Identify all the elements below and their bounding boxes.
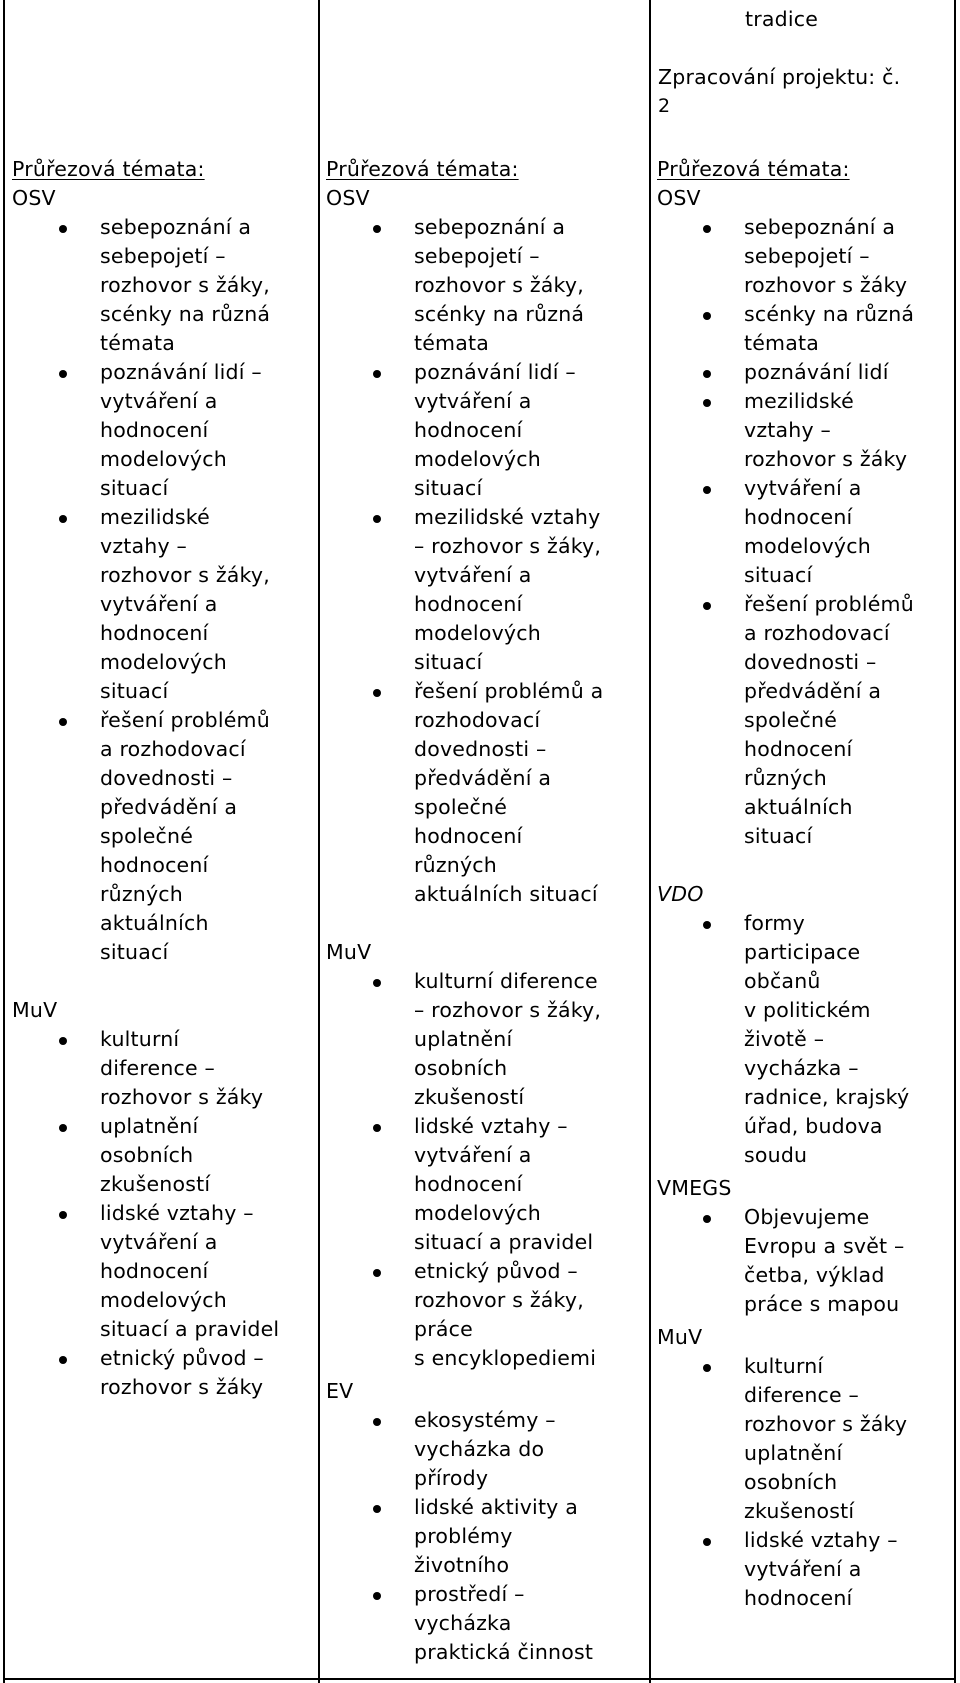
list-item-line: formy <box>744 911 805 935</box>
section-vdo <box>657 880 952 1170</box>
table-border-left <box>3 0 5 1683</box>
list-item-line: situací <box>414 650 483 674</box>
list-item-line: modelových <box>744 534 871 558</box>
list-item-line: aktuálních <box>100 911 209 935</box>
list-item <box>326 677 646 909</box>
list-item-line: poznávání lidí – <box>414 360 576 384</box>
column-2 <box>326 155 646 1667</box>
list-item <box>657 1526 952 1613</box>
list-item-line: lidské vztahy – <box>744 1528 898 1552</box>
list-item-line: scénky na různá <box>744 302 915 326</box>
list-item-line: témata <box>744 331 819 355</box>
list-item-line: zkušeností <box>414 1085 525 1109</box>
list-item-line: práce <box>414 1317 473 1341</box>
list-item-line: modelových <box>100 1288 227 1312</box>
list-item-line: scénky na různá <box>414 302 585 326</box>
list-item-line: situací a pravidel <box>100 1317 280 1341</box>
list-item-line: hodnocení <box>414 824 523 848</box>
list-item-line: sebepoznání a <box>414 215 566 239</box>
list-item-line: lidské vztahy – <box>414 1114 568 1138</box>
list-item-line: společné <box>100 824 194 848</box>
list-item-line: situací <box>744 824 813 848</box>
list-item-line: hodnocení <box>744 1586 853 1610</box>
list-item-line: různých <box>100 882 183 906</box>
section-muv <box>326 938 646 1373</box>
list-item <box>657 590 952 851</box>
list-item-line: sebepojetí – <box>744 244 870 268</box>
list-item-line: prostředí – <box>414 1582 525 1606</box>
list-item-line: situací <box>414 476 483 500</box>
section-label: MuV <box>326 940 372 964</box>
list-item-line: zkušeností <box>744 1499 855 1523</box>
list-item <box>326 503 646 677</box>
list-item-line: rozhovor s žáky, <box>414 1288 584 1312</box>
list-item-line: úřad, budova <box>744 1114 883 1138</box>
list-item-line: hodnocení <box>100 1259 209 1283</box>
list-item <box>12 706 312 967</box>
list-item <box>657 213 952 300</box>
list-item-line: kulturní diference <box>414 969 598 993</box>
list-item-line: radnice, krajský <box>744 1085 910 1109</box>
list-item <box>326 1406 646 1493</box>
list-item-line: vytváření a <box>414 563 532 587</box>
bullet-list <box>326 213 646 909</box>
list-item <box>326 213 646 358</box>
column-3 <box>657 155 952 1613</box>
column-divider-1 <box>318 0 320 1683</box>
section-label: MuV <box>657 1325 703 1349</box>
section-osv <box>657 155 952 851</box>
list-item-line: uplatnění <box>744 1441 843 1465</box>
header-line-1: tradice <box>745 7 819 31</box>
list-item-line: vytváření a <box>414 389 532 413</box>
list-item-line: lidské aktivity a <box>414 1495 578 1519</box>
list-item-line: – rozhovor s žáky, <box>414 534 602 558</box>
list-item-line: přírody <box>414 1466 489 1490</box>
list-item-line: rozhovor s žáky <box>100 1085 264 1109</box>
bullet-list <box>12 1025 312 1402</box>
section-ev <box>326 1377 646 1667</box>
list-item-line: řešení problémů <box>744 592 914 616</box>
list-item-line: sebepojetí – <box>100 244 226 268</box>
section-muv <box>657 1323 952 1613</box>
list-item-line: mezilidské <box>100 505 210 529</box>
list-item-line: společné <box>744 708 838 732</box>
section-heading: Průřezová témata: <box>12 157 205 181</box>
list-item-line: situací <box>100 940 169 964</box>
list-item-line: vytváření a <box>744 1557 862 1581</box>
list-item-line: modelových <box>100 447 227 471</box>
list-item-line: vytváření a <box>744 476 862 500</box>
bullet-list <box>12 213 312 967</box>
list-item-line: situací <box>100 476 169 500</box>
list-item-line: hodnocení <box>744 737 853 761</box>
list-item-line: diference – <box>744 1383 859 1407</box>
list-item-line: hodnocení <box>100 853 209 877</box>
list-item-line: hodnocení <box>744 505 853 529</box>
list-item-line: dovednosti – <box>100 766 233 790</box>
bullet-list <box>326 1406 646 1667</box>
bullet-list <box>657 909 952 1170</box>
list-item-line: rozhovor s žáky <box>100 1375 264 1399</box>
list-item-line: mezilidské vztahy <box>414 505 601 529</box>
list-item <box>12 1199 312 1344</box>
list-item-line: modelových <box>414 447 541 471</box>
list-item-line: dovednosti – <box>414 737 547 761</box>
list-item <box>12 503 312 706</box>
bullet-list <box>657 1352 952 1613</box>
list-item-line: participace <box>744 940 861 964</box>
list-item-line: hodnocení <box>100 418 209 442</box>
list-item-line: Evropu a svět – <box>744 1234 905 1258</box>
list-item-line: mezilidské <box>744 389 854 413</box>
list-item <box>657 387 952 474</box>
list-item <box>657 474 952 590</box>
list-item <box>657 1352 952 1526</box>
list-item-line: životního <box>414 1553 510 1577</box>
list-item-line: modelových <box>414 621 541 645</box>
list-item-line: a rozhodovací <box>100 737 246 761</box>
list-item <box>657 1203 952 1319</box>
list-item-line: práce s mapou <box>744 1292 900 1316</box>
list-item-line: poznávání lidí <box>744 360 889 384</box>
list-item-line: různých <box>414 853 497 877</box>
list-item-line: vytváření a <box>100 592 218 616</box>
list-item-line: situací <box>744 563 813 587</box>
list-item-line: diference – <box>100 1056 215 1080</box>
section-label: OSV <box>326 186 370 210</box>
section-heading: Průřezová témata: <box>326 157 519 181</box>
list-item-line: s encyklopediemi <box>414 1346 597 1370</box>
list-item-line: vycházka do <box>414 1437 545 1461</box>
list-item-line: situací <box>100 679 169 703</box>
list-item-line: – rozhovor s žáky, <box>414 998 602 1022</box>
section-label: VMEGS <box>657 1176 732 1200</box>
section-vmegs <box>657 1174 952 1319</box>
section-muv <box>12 996 312 1402</box>
section-osv <box>326 155 646 909</box>
table-border-bottom <box>3 1678 956 1680</box>
list-item-line: vztahy – <box>100 534 187 558</box>
list-item-line: kulturní <box>100 1027 180 1051</box>
list-item-line: praktická činnost <box>414 1640 594 1664</box>
list-item <box>657 909 952 1170</box>
list-item-line: vycházka – <box>744 1056 859 1080</box>
list-item-line: hodnocení <box>100 621 209 645</box>
list-item-line: ekosystémy – <box>414 1408 556 1432</box>
list-item-line: četba, výklad <box>744 1263 885 1287</box>
list-item <box>657 300 952 358</box>
list-item-line: hodnocení <box>414 418 523 442</box>
list-item-line: uplatnění <box>100 1114 199 1138</box>
list-item <box>326 1493 646 1580</box>
list-item-line: témata <box>414 331 489 355</box>
list-item-line: osobních <box>414 1056 508 1080</box>
list-item-line: hodnocení <box>414 592 523 616</box>
list-item-line: situací a pravidel <box>414 1230 594 1254</box>
section-label: MuV <box>12 998 58 1022</box>
list-item-line: předvádění a <box>744 679 882 703</box>
list-item-line: Objevujeme <box>744 1205 870 1229</box>
bullet-list <box>657 213 952 851</box>
list-item <box>326 967 646 1112</box>
section-spacer <box>657 851 952 880</box>
list-item <box>12 213 312 358</box>
list-item-line: rozhovor s žáky <box>744 447 908 471</box>
list-item-line: témata <box>100 331 175 355</box>
list-item-line: etnický původ – <box>414 1259 578 1283</box>
section-heading: Průřezová témata: <box>657 157 850 181</box>
list-item-line: zkušeností <box>100 1172 211 1196</box>
list-item-line: vytváření a <box>100 389 218 413</box>
list-item-line: rozhodovací <box>414 708 541 732</box>
list-item-line: předvádění a <box>414 766 552 790</box>
list-item <box>326 1112 646 1257</box>
list-item-line: vytváření a <box>414 1143 532 1167</box>
list-item-line: rozhovor s žáky, <box>414 273 584 297</box>
list-item-line: scénky na různá <box>100 302 271 326</box>
list-item-line: etnický původ – <box>100 1346 264 1370</box>
list-item-line: různých <box>744 766 827 790</box>
list-item <box>657 358 952 387</box>
list-item-line: dovednosti – <box>744 650 877 674</box>
list-item-line: řešení problémů a <box>414 679 604 703</box>
list-item-line: soudu <box>744 1143 808 1167</box>
list-item-line: rozhovor s žáky <box>744 273 908 297</box>
section-label: VDO <box>657 882 704 906</box>
header-line-3: 2 <box>658 95 671 117</box>
list-item-line: řešení problémů <box>100 708 270 732</box>
list-item-line: sebepojetí – <box>414 244 540 268</box>
list-item <box>12 1344 312 1402</box>
section-label: EV <box>326 1379 354 1403</box>
list-item-line: poznávání lidí – <box>100 360 262 384</box>
list-item-line: vytváření a <box>100 1230 218 1254</box>
list-item-line: sebepoznání a <box>744 215 896 239</box>
list-item-line: lidské vztahy – <box>100 1201 254 1225</box>
section-spacer <box>326 909 646 938</box>
list-item-line: osobních <box>100 1143 194 1167</box>
list-item <box>12 1112 312 1199</box>
list-item <box>326 358 646 503</box>
list-item-line: sebepoznání a <box>100 215 252 239</box>
list-item-line: uplatnění <box>414 1027 513 1051</box>
bullet-list <box>326 967 646 1373</box>
list-item-line: společné <box>414 795 508 819</box>
list-item-line: rozhovor s žáky, <box>100 563 270 587</box>
list-item-line: a rozhodovací <box>744 621 890 645</box>
header-cell <box>745 5 818 34</box>
list-item <box>12 1025 312 1112</box>
list-item-line: aktuálních situací <box>414 882 598 906</box>
bullet-list <box>657 1203 952 1319</box>
list-item-line: modelových <box>414 1201 541 1225</box>
list-item-line: problémy <box>414 1524 513 1548</box>
list-item <box>12 358 312 503</box>
list-item <box>326 1257 646 1373</box>
section-spacer <box>12 967 312 996</box>
list-item-line: vycházka <box>414 1611 512 1635</box>
list-item-line: v politickém <box>744 998 871 1022</box>
column-divider-2 <box>649 0 651 1683</box>
list-item-line: životě – <box>744 1027 825 1051</box>
header-line-2: Zpracování projektu: č. <box>658 65 901 89</box>
list-item-line: rozhovor s žáky, <box>100 273 270 297</box>
section-osv <box>12 155 312 967</box>
list-item-line: kulturní <box>744 1354 824 1378</box>
list-item-line: rozhovor s žáky <box>744 1412 908 1436</box>
section-label: OSV <box>12 186 56 210</box>
list-item-line: modelových <box>100 650 227 674</box>
list-item-line: občanů <box>744 969 821 993</box>
table-border-right <box>954 0 956 1683</box>
header-cell-number <box>658 92 670 121</box>
list-item-line: předvádění a <box>100 795 238 819</box>
section-label: OSV <box>657 186 701 210</box>
list-item-line: osobních <box>744 1470 838 1494</box>
list-item-line: hodnocení <box>414 1172 523 1196</box>
list-item-line: vztahy – <box>744 418 831 442</box>
column-1 <box>12 155 312 1402</box>
header-cell-project <box>658 63 900 92</box>
list-item-line: aktuálních <box>744 795 853 819</box>
list-item <box>326 1580 646 1667</box>
